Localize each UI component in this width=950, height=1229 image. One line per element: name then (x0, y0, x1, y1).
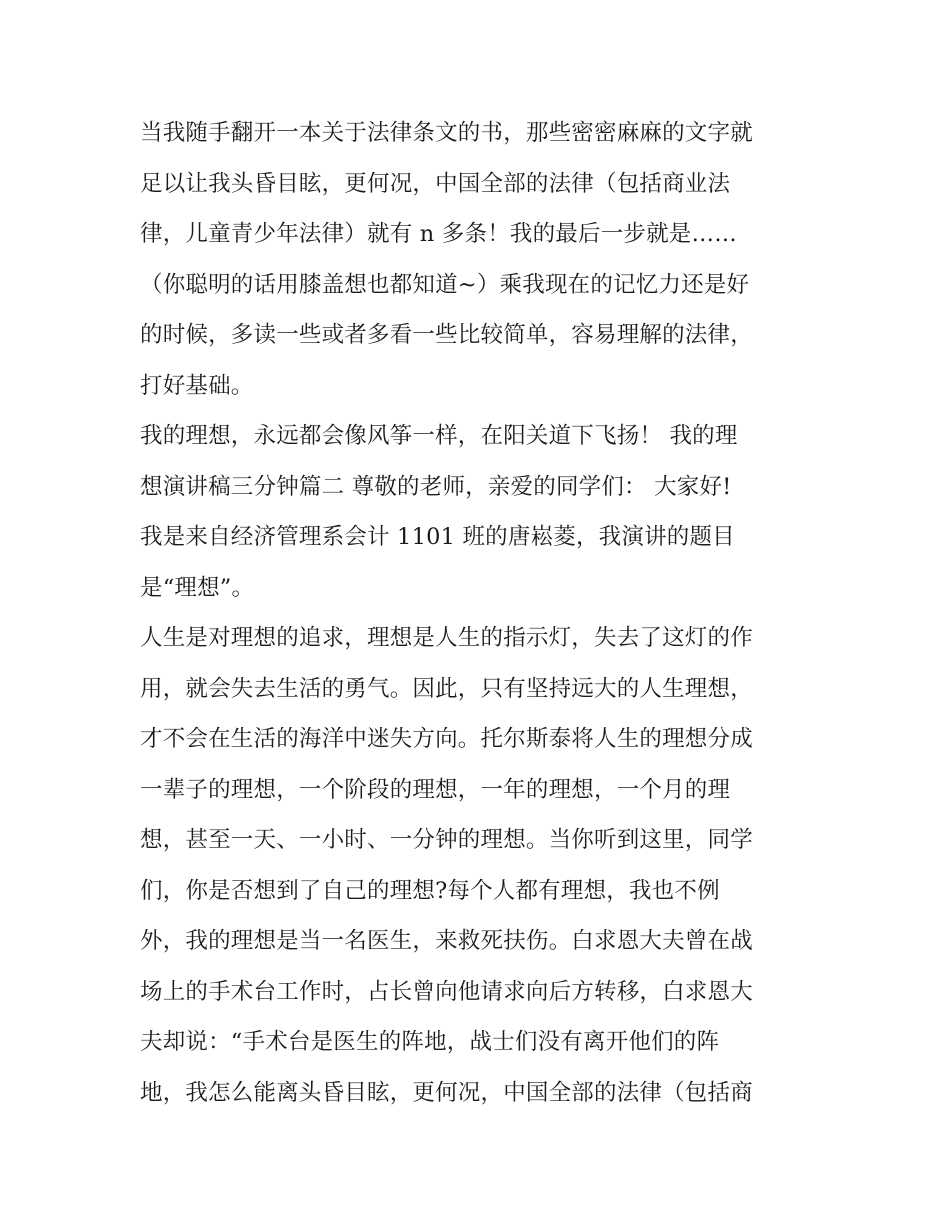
text-line: 律，儿童青少年法律）就有 n 多条！我的最后一步就是…… (140, 221, 737, 247)
text-line: 足以让我头昏目眩，更何况，中国全部的法律（包括商业法 (140, 170, 731, 197)
document-body (140, 108, 820, 1118)
text-line: 我的理想，永远都会像风筝一样，在阳关道下飞扬！ 我的理 (140, 423, 738, 449)
text-line: 夫却说：“手术台是医生的阵地，战士们没有离开他们的阵 (140, 1029, 720, 1055)
text-line: 当我随手翻开一本关于法律条文的书，那些密密麻麻的文字就 (140, 120, 753, 146)
text-line: 场上的手术台工作时，占长曾向他请求向后方转移，白求恩大 (140, 978, 753, 1005)
text-line: 打好基础。 (140, 372, 254, 399)
text-line: 是“理想”。 (140, 574, 255, 601)
text-line: 才不会在生活的海洋中迷失方向。托尔斯泰将人生的理想分成 (140, 726, 753, 752)
text-line: 用，就会失去生活的勇气。因此，只有坚持远大的人生理想， (140, 675, 753, 702)
text-line: 的时候，多读一些或者多看一些比较简单，容易理解的法律， (140, 322, 753, 348)
text-line: 我是来自经济管理系会计 1101 班的唐崧菱，我演讲的题目 (140, 524, 735, 550)
text-line: 想，甚至一天、一小时、一分钟的理想。当你听到这里，同学 (140, 827, 753, 853)
text-line: 地，我怎么能离头昏目眩，更何况，中国全部的法律（包括商 (140, 1079, 753, 1106)
text-line: 们，你是否想到了自己的理想?每个人都有理想，我也不例 (140, 877, 720, 904)
text-line: 外，我的理想是当一名医生，来救死扶伤。白求恩大夫曾在战 (140, 928, 753, 954)
text-line: （你聪明的话用膝盖想也都知道~）乘我现在的记忆力还是好 (140, 271, 750, 298)
text-line: 想演讲稿三分钟篇二 尊敬的老师，亲爱的同学们： 大家好! (140, 473, 732, 500)
text-line: 一辈子的理想，一个阶段的理想，一年的理想，一个月的理 (140, 776, 731, 803)
text-line: 人生是对理想的追求，理想是人生的指示灯，失去了这灯的作 (140, 625, 753, 651)
